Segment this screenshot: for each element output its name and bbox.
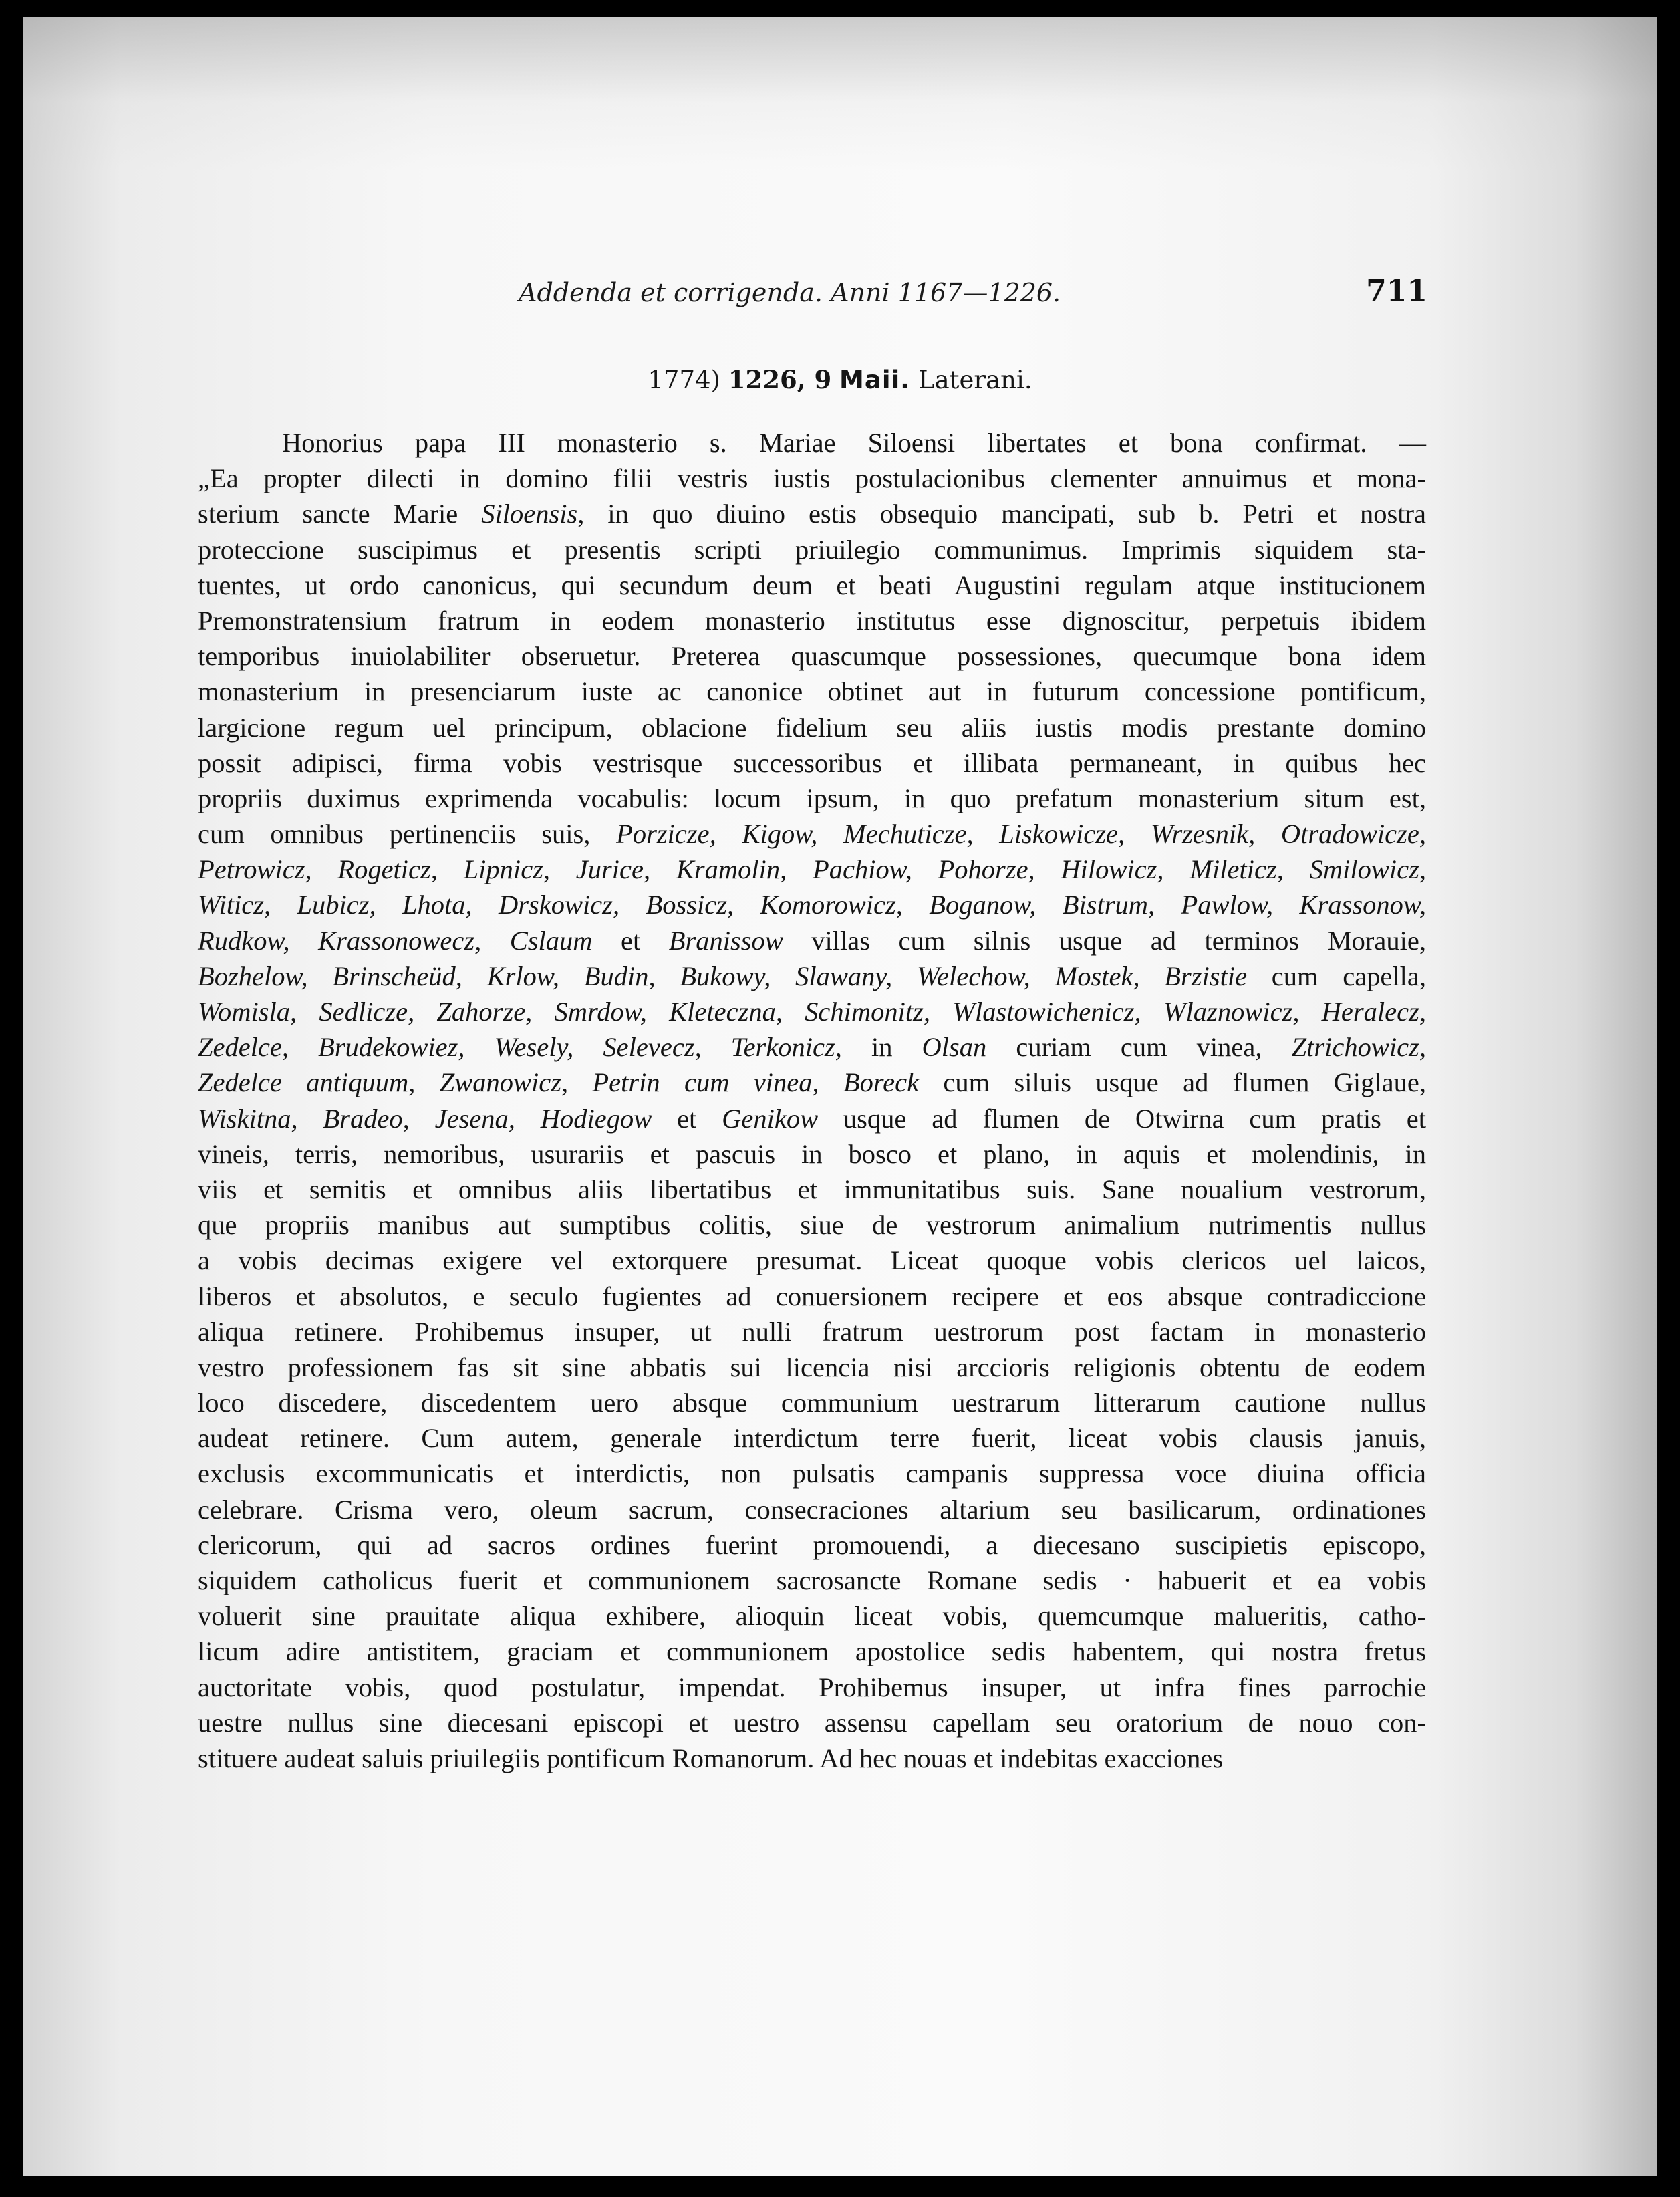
text-segment: cum omnibus pertinenciis suis, <box>198 819 617 850</box>
text-line <box>198 1172 1426 1207</box>
text-line <box>198 1029 1426 1065</box>
scanned-page <box>23 17 1657 2176</box>
text-segment: licum adire antistitem, graciam et communionem apostolice sedis habentem, qui nostra fretus <box>198 1636 1426 1667</box>
text-line <box>198 1420 1426 1456</box>
text-segment: villas cum silnis usque ad terminos Morauie, <box>783 925 1426 956</box>
text-segment: que propriis manibus aut sumptibus colitis, siue de vestrorum animalium nutrimentis nullus <box>198 1210 1426 1241</box>
text-line <box>198 461 1426 496</box>
text-segment: , in quo diuino estis obsequio mancipati, sub b. Petri et nostra <box>577 499 1426 529</box>
place-name: Siloensis <box>481 499 578 529</box>
text-segment: propriis duximus exprimenda vocabulis: locum ipsum, in quo prefatum monasterium situm est, <box>198 783 1426 813</box>
text-segment: clericorum, qui ad sacros ordines fuerint promouendi, a diecesano suscipietis episcopo, <box>198 1529 1426 1560</box>
text-segment: curiam cum vinea, <box>986 1032 1292 1063</box>
text-line <box>198 1634 1426 1669</box>
place-name: Wiskitna, Bradeo, Jesena, Hodiegow <box>198 1103 652 1134</box>
place-name: Olsan <box>922 1032 987 1063</box>
place-name: Witicz, Lubicz, Lhota, Drskowicz, Bossicz, Komorowicz, Boganow, Bistrum, Pawlow, Krassonow, <box>198 890 1426 920</box>
text-segment: monasterium in presenciarum iuste ac canonice obtinet aut in futurum concessione pontificum, <box>198 676 1426 707</box>
text-segment: celebrare. Crisma vero, oleum sacrum, consecraciones altarium seu basilicarum, ordinationes <box>198 1494 1426 1525</box>
text-line <box>198 1705 1426 1740</box>
text-segment: vineis, terris, nemoribus, usurariis et pascuis in bosco et plano, in aquis et molendinis, in <box>198 1138 1426 1169</box>
document-month: Maii. <box>839 366 911 394</box>
text-line <box>198 923 1426 958</box>
text-line <box>198 1456 1426 1491</box>
text-segment: „Ea propter dilecti in domino filii vestris iustis postulacionibus clementer annuimus et mona- <box>198 463 1426 494</box>
text-line <box>198 1136 1426 1172</box>
text-line <box>198 994 1426 1029</box>
text-segment: siquidem catholicus fuerit et communionem sacrosancte Romane sedis · habuerit et ea vobis <box>198 1565 1426 1595</box>
text-line <box>198 567 1426 603</box>
text-line <box>198 674 1426 709</box>
text-line <box>198 496 1426 531</box>
text-line <box>198 1279 1426 1314</box>
text-segment: loco discedere, discedentem uero absque communium uestrarum litterarum cautione nullus <box>198 1388 1426 1418</box>
text-segment: possit adipisci, firma vobis vestrisque successoribus et illibata permaneant, in quibus hec <box>198 747 1426 778</box>
place-name: Petrowicz, Rogeticz, Lipnicz, Jurice, Kramolin, Pachiow, Pohorze, Hilowicz, Mileticz, Smilowicz, <box>198 854 1426 885</box>
place-name: Ztrichowicz, <box>1291 1032 1426 1063</box>
text-segment: aliqua retinere. Prohibemus insuper, ut nulli fratrum uestrorum post factam in monasterio <box>198 1316 1426 1347</box>
text-segment: proteccione suscipimus et presentis scripti priuilegio communimus. Imprimis siquidem sta- <box>198 534 1426 565</box>
text-line <box>198 1243 1426 1278</box>
text-line <box>198 745 1426 781</box>
document-place: Laterani. <box>918 366 1032 394</box>
page-shadow <box>23 17 1657 171</box>
text-line <box>198 781 1426 816</box>
place-name: Porzicze, Kigow, Mechuticze, Liskowicze, Wrzesnik, Otradowicze, <box>616 819 1427 850</box>
text-line <box>198 1314 1426 1349</box>
place-name: Rudkow, Krassonowecz, Cslaum <box>198 925 593 956</box>
text-line <box>198 638 1426 674</box>
document-date: 1226, 9 <box>728 365 832 394</box>
text-segment: cum siluis usque ad flumen Giglaue, <box>919 1067 1426 1098</box>
place-name: Zedelce, Brudekowiez, Wesely, Selevecz, Terkonicz, <box>198 1032 842 1063</box>
text-line <box>198 1349 1426 1385</box>
running-head <box>519 274 1427 325</box>
text-line <box>198 603 1426 638</box>
place-name: Bozhelow, Brinscheüd, Krlow, Budin, Bukowy, Slawany, Welechow, Mostek, Brzistie <box>198 960 1248 991</box>
text-line <box>198 1065 1426 1100</box>
text-segment: exclusis excommunicatis et interdictis, non pulsatis campanis suppressa voce diuina officia <box>198 1458 1426 1489</box>
text-segment: a vobis decimas exigere vel extorquere presumat. Liceat quoque vobis clericos uel laicos, <box>198 1245 1426 1276</box>
document-number: 1774) <box>648 366 720 394</box>
text-line <box>198 1385 1426 1420</box>
text-line <box>198 887 1426 922</box>
place-name: Zedelce antiquum, Zwanowicz, Petrin cum vinea, Boreck <box>198 1067 920 1098</box>
text-segment: sterium sancte Marie <box>198 499 482 529</box>
text-line <box>198 425 1426 461</box>
text-segment: cum capella, <box>1247 960 1426 991</box>
text-segment: largicione regum uel principum, oblacione fidelium seu aliis iustis modis prestante domino <box>198 712 1426 743</box>
place-name: Genikow <box>722 1103 819 1134</box>
text-segment: tuentes, ut ordo canonicus, qui secundum deum et beati Augustini regulam atque institucionem <box>198 569 1426 600</box>
text-segment: stituere audeat saluis priuilegiis pontificum Romanorum. Ad hec nouas et indebitas exacciones <box>198 1742 1224 1773</box>
text-line <box>198 1207 1426 1243</box>
text-line <box>198 1527 1426 1563</box>
text-segment: uestre nullus sine diecesani episcopi et uestro assensu capellam seu oratorium de nouo con- <box>198 1707 1426 1738</box>
place-name: Branissow <box>668 925 783 956</box>
text-line <box>198 1740 1426 1776</box>
text-segment: Honorius papa III monasterio s. Mariae Siloensi libertates et bona confirmat. — <box>282 428 1426 458</box>
text-line <box>198 1598 1426 1634</box>
text-segment: audeat retinere. Cum autem, generale interdictum terre fuerit, liceat vobis clausis januis, <box>198 1423 1426 1454</box>
text-line <box>198 852 1426 887</box>
text-segment: voluerit sine prauitate aliqua exhibere, alioquin liceat vobis, quemcumque malueritis, catho- <box>198 1601 1426 1632</box>
place-name: Womisla, Sedlicze, Zahorze, Smrdow, Kleteczna, Schimonitz, Wlastowichenicz, Wlaznowicz, Heralecz, <box>198 997 1426 1027</box>
text-segment: et <box>592 925 669 956</box>
document-heading <box>223 365 1457 394</box>
document-body <box>198 425 1426 1776</box>
text-segment: viis et semitis et omnibus aliis libertatibus et immunitatibus suis. Sane noualium vestrorum, <box>198 1174 1426 1204</box>
text-line <box>198 1563 1426 1598</box>
text-line <box>198 816 1426 852</box>
text-line <box>198 1670 1426 1705</box>
text-segment: Premonstratensium fratrum in eodem monasterio institutus esse dignoscitur, perpetuis ibidem <box>198 605 1426 636</box>
page-number: 711 <box>1366 274 1427 308</box>
text-segment: et <box>652 1103 722 1134</box>
text-line <box>198 532 1426 567</box>
text-segment: vestro professionem fas sit sine abbatis sui licencia nisi arccioris religionis obtentu de eodem <box>198 1351 1426 1382</box>
text-segment: auctoritate vobis, quod postulatur, impendat. Prohibemus insuper, ut infra fines parrochie <box>198 1672 1426 1702</box>
text-line <box>198 958 1426 994</box>
text-line <box>198 1101 1426 1136</box>
text-segment: temporibus inuiolabiliter obseruetur. Preterea quascumque possessiones, quecumque bona idem <box>198 641 1426 672</box>
text-line <box>198 1492 1426 1527</box>
text-segment: liberos et absolutos, e seculo fugientes ad conuersionem recipere et eos absque contradiccione <box>198 1281 1426 1311</box>
text-segment: in <box>841 1032 922 1063</box>
text-segment: usque ad flumen de Otwirna cum pratis et <box>818 1103 1426 1134</box>
running-title: Addenda et corrigenda. Anni 1167—1226. <box>519 278 1061 307</box>
text-line <box>198 710 1426 745</box>
